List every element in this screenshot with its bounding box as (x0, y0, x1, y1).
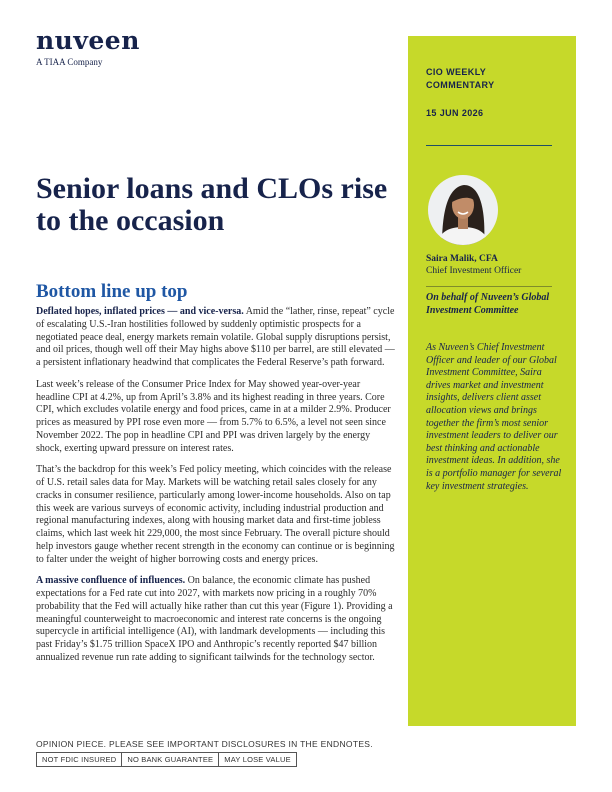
paragraph-1-lead: Deflated hopes, inflated prices — and vice-versa. (36, 306, 244, 317)
sidebar-panel (408, 36, 576, 726)
paragraph-3: That’s the backdrop for this week’s Fed policy meeting, which coincides with the release of U.S. retail sales data for May. Markets will be watching retail sales closely for any cracks in consumer resilience, particularly among lower-income households. Also on tap this week are various surveys of economic activity, including industrial production and regional manufacturing indexes, along with housing market data and first-time jobless claims, which last week hit 229,000, the most since February. The overall picture should help investors gauge whether recent strength in the economy can continue or is beginning to falter under the weight of higher borrowing costs and energy prices. (36, 464, 395, 565)
author-avatar (428, 175, 498, 245)
paragraph-4-lead: A massive confluence of influences. (36, 575, 186, 587)
author-title: Chief Investment Officer (426, 266, 522, 276)
paragraph-1 (36, 306, 396, 370)
paragraph-4 (36, 575, 396, 664)
paragraph-4-text: On balance, the economic climate has pushed expectations for a Fed rate cut into 2027, with markets now pricing in a roughly 70% probability that the Fed will actually hike rather than cut this year (Figure 1). Providing a meaningful counterweight to macroeconomic and interest rate concerns is the ongoing supercycle in artificial intelligence (AI), with landmark developments — including this past Friday’s $1.75 trillion SpaceX IPO and Anthropic’s recently reported $47 billion annualized revenue run rate adding to significant tailwinds for the technology sector. (36, 575, 393, 663)
paragraph-2: Last week’s release of the Consumer Price Index for May showed year-over-year headline CPI at 4.2%, up from April’s 3.8% and its highest reading in three years. Core CPI, which excludes volatile energy and food prices, came in at a milder 2.9%. Producer prices as measured by PPI rose even more — from 5.7% to 6.5%, a level not seen since November 2022. The pop in headline CPI and PPI was driven largely by the energy shock, exerting upward pressure on interest rates. (36, 378, 391, 454)
author-name: Saira Malik, CFA (426, 254, 498, 264)
disclaimer-value: MAY LOSE VALUE (218, 753, 296, 766)
disclaimer-box (36, 752, 297, 767)
article-body (36, 306, 396, 674)
nuveen-logo: nuveen (36, 26, 140, 55)
publication-date: 15 JUN 2026 (426, 108, 484, 118)
sidebar-divider-2 (426, 286, 552, 287)
opinion-notice: OPINION PIECE. PLEASE SEE IMPORTANT DISCLOSURES IN THE ENDNOTES. (36, 739, 373, 749)
logo-tagline: A TIAA Company (36, 57, 103, 67)
article-title: Senior loans and CLOs rise to the occasion (36, 172, 388, 237)
sidebar-divider (426, 145, 552, 146)
publication-label: CIO WEEKLY COMMENTARY (426, 67, 495, 90)
behalf-statement: On behalf of Nuveen’s Global Investment Committee (426, 292, 550, 316)
disclaimer-bank: NO BANK GUARANTEE (121, 753, 218, 766)
author-bio: As Nuveen’s Chief Investment Officer and leader of our Global Investment Committee, Saira drives market and investment insights, delivers client asset allocation views and brings together the firm’s most senior investment leaders to deliver our best thinking and actionable investment ideas. In addition, she is a portfolio manager for several key investment strategies. (426, 342, 562, 492)
author-photo-icon (428, 175, 498, 245)
paragraph-1-text: Amid the “lather, rinse, repeat” cycle of escalating U.S.-Iran hostilities followed by suddenly optimistic prospects for a negotiated peace deal, energy markets remain volatile. Global supply disruptions persist, and oil prices, though well off their May highs above $110 per barrel, are still elevated — a persistent inflationary headwind that complicates the Federal Reserve’s path forward. (36, 306, 395, 368)
disclaimer-fdic: NOT FDIC INSURED (42, 755, 117, 764)
section-heading: Bottom line up top (36, 281, 188, 302)
